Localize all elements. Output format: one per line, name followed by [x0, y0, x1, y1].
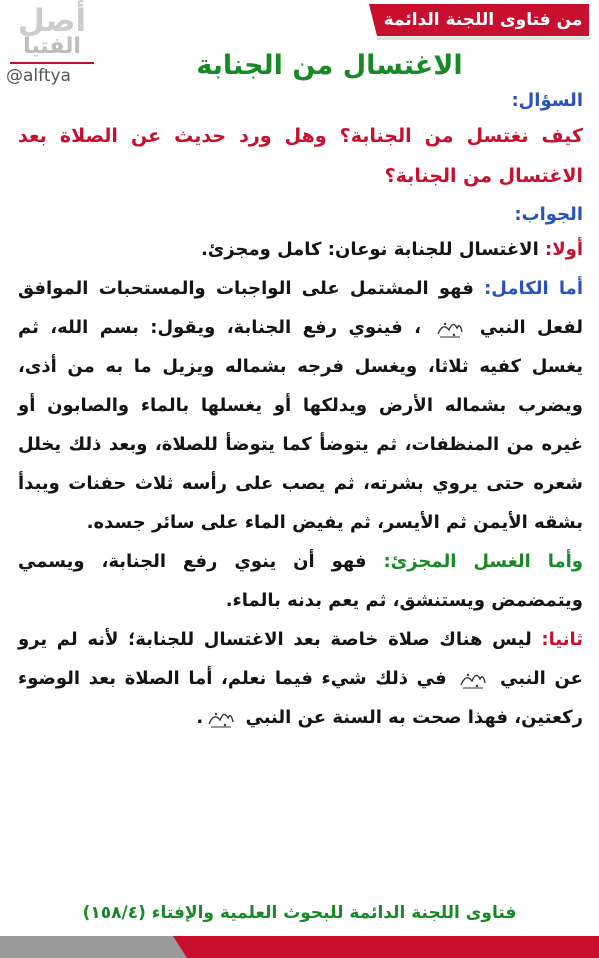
paragraph-first: [18, 230, 583, 269]
second-lead: ثانيا:: [541, 629, 583, 650]
page-title: الاغتسال من الجنابة: [196, 50, 463, 81]
answer-label: الجواب:: [514, 204, 583, 225]
second-text-1: ليس هناك صلاة خاصة بعد الاغتسال للجنابة؛ لأنه لم يرو عن النبي: [18, 629, 583, 689]
paragraph-second: [18, 620, 583, 737]
logo-word-top: أصل: [17, 3, 87, 39]
footer-bar-grey: [0, 936, 173, 958]
complete-text-2: ، فينوي رفع الجنابة، ويقول: بسم الله، ثم يغسل كفيه ثلاثا، ويغسل فرجه بشماله ويزيل ما به من أذى، ويضرب بشماله الأرض ويدلكها أو يغسلها بالماء والصابون أو غيره من المنظفات، ثم يتوضأ كما يتوضأ للصلاة، وبعد ذلك يخلل شعره حتى يروي بشرته، ثم يصب على رأسه ثلاث حفنات ويبدأ بشقه الأيمن ثم الأيسر، ثم يفيض الماء على سائر جسده.: [18, 317, 583, 533]
complete-text-1: فهو المشتمل على الواجبات والمستحبات الموافق لفعل النبي: [18, 278, 583, 338]
second-text-2: في ذلك شيء فيما نعلم، أما الصلاة بعد الوضوء ركعتين، فهذا صحت به السنة عن النبي: [18, 668, 583, 728]
honorific-icon: [458, 667, 488, 691]
sufficient-text: فهو أن ينوي رفع الجنابة، ويسمي ويتمضمض ويستنشق، ثم يعم بدنه بالماء.: [18, 551, 583, 611]
logo-handle: @alftya: [6, 66, 71, 86]
banner-shadow: [377, 37, 591, 40]
logo-word-bottom: الفتيا: [23, 34, 81, 59]
complete-lead: أما الكامل:: [484, 278, 583, 299]
first-text: الاغتسال للجنابة نوعان: كامل ومجزئ.: [200, 239, 539, 260]
paragraph-sufficient: [18, 542, 583, 620]
fatwa-body: [18, 86, 583, 737]
footer-bar-red: [173, 936, 599, 958]
paragraph-complete: [18, 269, 583, 542]
source-citation: فتاوى اللجنة الدائمة للبحوث العلمية والإفتاء (١٥٨/٤): [82, 903, 517, 923]
honorific-icon: [435, 316, 465, 340]
honorific-icon: [206, 706, 236, 730]
sufficient-lead: وأما الغسل المجزئ:: [383, 551, 583, 572]
question-label: السؤال:: [511, 90, 583, 111]
alftya-logo: [6, 4, 98, 96]
first-lead: أولا:: [545, 239, 583, 260]
header-banner: من فتاوى اللجنة الدائمة: [377, 4, 589, 36]
question-text: كيف نغتسل من الجنابة؟ وهل ورد حديث عن الصلاة بعد الاغتسال من الجنابة؟: [18, 125, 583, 187]
logo-divider: [10, 62, 94, 64]
second-text-3: .: [196, 707, 204, 728]
